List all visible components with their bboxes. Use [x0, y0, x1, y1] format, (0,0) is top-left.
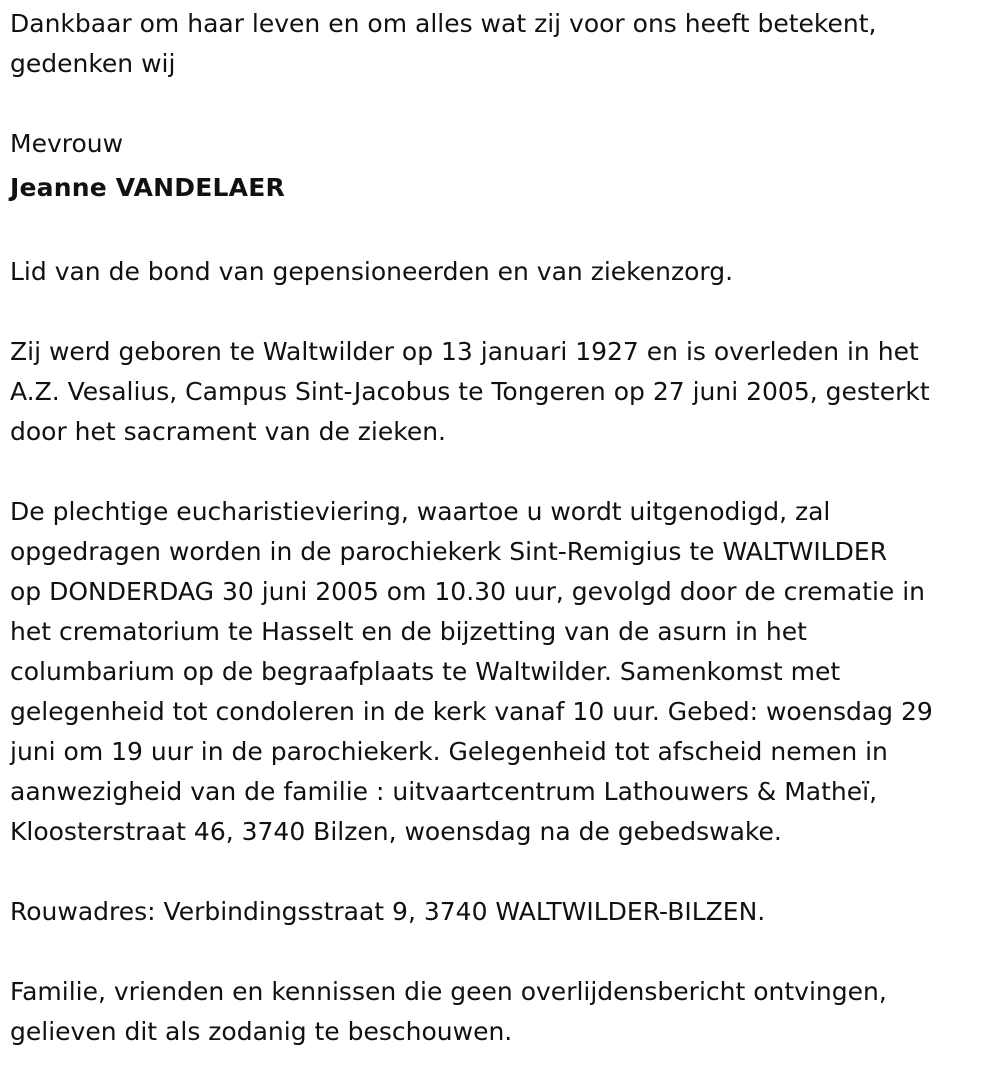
spacer: [10, 452, 995, 492]
paragraph-line: De plechtige eucharistieviering, waartoe u wordt uitgenodigd, zal: [10, 497, 831, 526]
intro-line: gedenken wij: [10, 49, 176, 78]
intro-paragraph: [10, 4, 995, 84]
spacer: [10, 212, 995, 252]
closing-paragraph: [10, 972, 995, 1052]
paragraph-line: juni om 19 uur in de parochiekerk. Gelegenheid tot afscheid nemen in: [10, 737, 888, 766]
person-name: Jeanne VANDELAER: [10, 173, 285, 202]
paragraph-line: gelegenheid tot condoleren in de kerk vanaf 10 uur. Gebed: woensdag 29: [10, 697, 933, 726]
person-title: Mevrouw: [10, 129, 124, 158]
ceremony-paragraph: [10, 492, 995, 852]
paragraph-line: Familie, vrienden en kennissen die geen overlijdensbericht ontvingen,: [10, 977, 887, 1006]
paragraph-line: opgedragen worden in de parochiekerk Sint-Remigius te WALTWILDER: [10, 537, 888, 566]
mourning-address: Rouwadres: Verbindingsstraat 9, 3740 WALTWILDER-BILZEN.: [10, 897, 766, 926]
membership-text: Lid van de bond van gepensioneerden en van ziekenzorg.: [10, 257, 734, 286]
intro-line: Dankbaar om haar leven en om alles wat zij voor ons heeft betekent,: [10, 9, 877, 38]
spacer: [10, 932, 995, 972]
paragraph-line: columbarium op de begraafplaats te Waltwilder. Samenkomst met: [10, 657, 841, 686]
spacer: [10, 852, 995, 892]
paragraph-line: door het sacrament van de zieken.: [10, 417, 446, 446]
paragraph-line: Kloosterstraat 46, 3740 Bilzen, woensdag na de gebedswake.: [10, 817, 782, 846]
obituary-notice: [10, 4, 995, 1052]
paragraph-line: A.Z. Vesalius, Campus Sint-Jacobus te Tongeren op 27 juni 2005, gesterkt: [10, 377, 930, 406]
spacer: [10, 292, 995, 332]
paragraph-line: op DONDERDAG 30 juni 2005 om 10.30 uur, gevolgd door de crematie in: [10, 577, 926, 606]
birth-death-paragraph: [10, 332, 995, 452]
paragraph-line: gelieven dit als zodanig te beschouwen.: [10, 1017, 513, 1046]
paragraph-line: Zij werd geboren te Waltwilder op 13 januari 1927 en is overleden in het: [10, 337, 919, 366]
paragraph-line: aanwezigheid van de familie : uitvaartcentrum Lathouwers & Matheï,: [10, 777, 878, 806]
spacer: [10, 84, 995, 124]
paragraph-line: het crematorium te Hasselt en de bijzetting van de asurn in het: [10, 617, 807, 646]
